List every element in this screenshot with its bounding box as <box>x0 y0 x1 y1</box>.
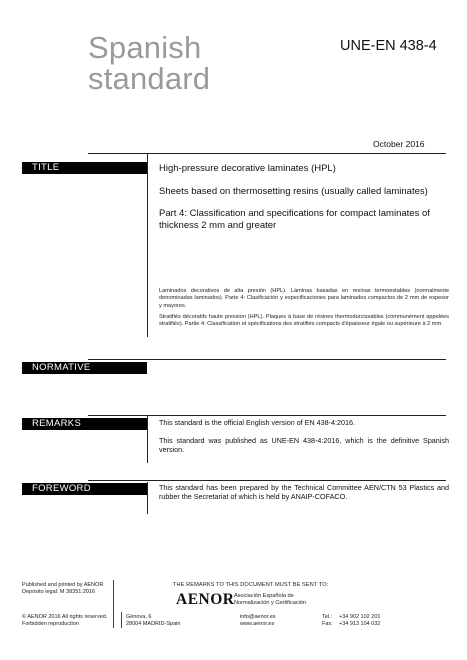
title-spanish: Laminados decorativos de alta presión (HPL). Láminas basadas en resinas termoestables (normalmente denominadas laminados). Parte 4: Clasificación y especificaciones para laminados compactos de 2 mm de espesor y mayores. <box>159 288 449 309</box>
address-street: Génova, 6 <box>126 614 152 620</box>
footer-send-to: THE REMARKS TO THIS DOCUMENT MUST BE SENT TO: <box>173 582 329 588</box>
section-label-foreword: FOREWORD <box>22 483 147 495</box>
title-part: Part 4: Classification and specifications for compact laminates of thickness 2 mm and greater <box>159 208 430 231</box>
contact-web: www.aenor.es <box>240 621 275 628</box>
footer-copyright <box>22 614 107 629</box>
top-rule <box>88 153 446 154</box>
org-line-1: Asociación Española de <box>234 593 294 599</box>
title-french: Stratifiés décoratifs haute pression (HPL). Plaques à base de résines thermodurcissables (communément appelées stratifiés). Partie 4: Classification et spécifications des stratifiés compacts d'épaisseur égale ou supérieure à 2 mm. <box>159 314 449 328</box>
tel-value: +34 902 102 201 <box>339 614 381 620</box>
contact-email: info@aenor.es <box>240 614 276 620</box>
remarks-paragraph-2: This standard was published as UNE-EN 438-4:2016, which is the definitive Spanish version. <box>159 436 449 455</box>
remarks-rule <box>88 415 446 416</box>
brand-line-2: standard <box>88 61 211 96</box>
foreword-paragraph: This standard has been prepared by the Technical Committee AEN/CTN 53 Plastics and rubber the Secretariat of which is held by ANAIP-COFACO. <box>159 483 449 502</box>
section-label-normative: NORMATIVE <box>22 362 147 374</box>
aenor-logo: AENOR <box>176 591 235 608</box>
address-city: 28004 MADRID-Spain <box>126 621 181 628</box>
footer-phone-labels <box>322 614 333 629</box>
title-main: High-pressure decorative laminates (HPL) <box>159 163 336 174</box>
footer-divider-address <box>121 612 122 628</box>
fax-label: Fax: <box>322 621 333 628</box>
foreword-rule <box>88 480 446 481</box>
normative-rule <box>88 359 446 360</box>
section-label-title: TITLE <box>22 162 147 174</box>
fax-value: +34 913 104 032 <box>339 621 381 628</box>
title-vertical-rule <box>147 153 148 337</box>
footer-divider <box>113 580 114 628</box>
deposito-legal: Depósito legal: M 38351:2016 <box>22 589 96 596</box>
remarks-vertical-rule <box>147 415 148 463</box>
org-line-2: Normalización y Certificación <box>234 600 307 606</box>
section-label-remarks: REMARKS <box>22 418 147 430</box>
remarks-paragraph-1: This standard is the official English version of EN 438-4:2016. <box>159 418 356 427</box>
footer-contact <box>240 614 276 629</box>
copyright-text: © AENOR 2016 All rights reserved. <box>22 614 108 620</box>
aenor-organization <box>234 593 306 607</box>
forbidden-reproduction: Forbidden reproduction <box>22 621 79 628</box>
tel-label: Tel.: <box>322 614 333 620</box>
foreword-vertical-rule <box>147 482 148 514</box>
footer-phone-values <box>339 614 380 629</box>
title-subtitle: Sheets based on thermosetting resins (usually called laminates) <box>159 186 428 197</box>
brand-title <box>88 32 210 94</box>
footer-publisher <box>22 582 103 597</box>
standard-code: UNE-EN 438-4 <box>340 38 437 54</box>
brand-line-1: Spanish <box>88 30 202 65</box>
publication-date: October 2016 <box>373 139 425 149</box>
footer-address <box>126 614 180 629</box>
published-by: Published and printed by AENOR <box>22 582 104 588</box>
